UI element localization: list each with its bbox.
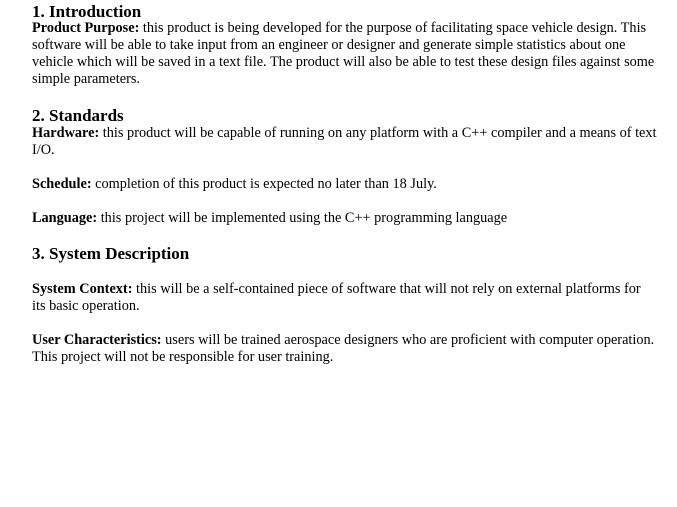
schedule-label: Schedule: xyxy=(32,176,92,192)
language-text: this project will be implemented using the C++ programming language xyxy=(97,210,508,226)
product-purpose-label: Product Purpose: xyxy=(32,20,140,36)
introduction-heading: 1. Introduction xyxy=(32,2,142,21)
product-purpose-paragraph xyxy=(32,20,657,88)
system-context-paragraph xyxy=(32,281,657,315)
language-label: Language: xyxy=(32,210,98,226)
hardware-text: this product will be capable of running on any platform with a C++ compiler and a means of text I/O. xyxy=(32,125,657,158)
standards-heading: 2. Standards xyxy=(32,106,124,125)
language-paragraph xyxy=(32,210,657,227)
schedule-paragraph xyxy=(32,176,657,193)
system-context-text: this will be a self-contained piece of software that will not rely on external platforms for its basic operation. xyxy=(32,281,641,314)
user-characteristics-label: User Characteristics: xyxy=(32,332,162,348)
hardware-paragraph xyxy=(32,125,657,159)
user-characteristics-text: users will be trained aerospace designers who are proficient with computer operation. This project will not be responsible for user training. xyxy=(32,332,655,365)
system-description-heading: 3. System Description xyxy=(32,244,190,263)
system-context-label: System Context: xyxy=(32,281,133,297)
schedule-text: completion of this product is expected no later than 18 July. xyxy=(91,176,437,192)
user-characteristics-paragraph xyxy=(32,332,657,366)
product-purpose-text: this product is being developed for the purpose of facilitating space vehicle design. This software will be able to take input from an engineer or designer and generate simple statistics about one vehicle which will be saved in a text file. The product will also be able to test these design files against some simple parameters. xyxy=(32,20,655,87)
hardware-label: Hardware: xyxy=(32,125,100,141)
